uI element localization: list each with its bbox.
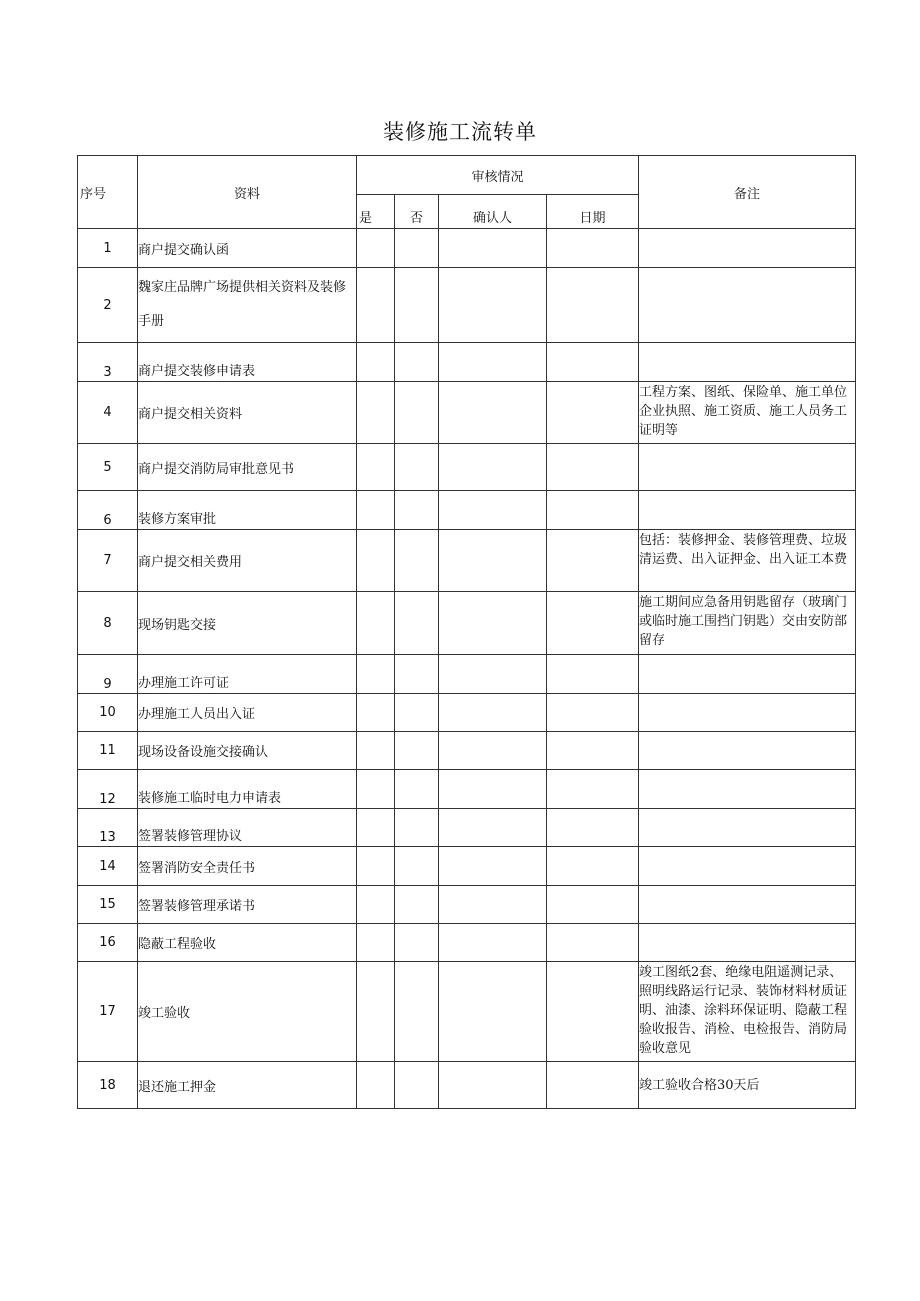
table-row [78, 491, 856, 530]
yes-cell[interactable] [357, 343, 395, 382]
row-remark [639, 694, 856, 732]
row-material: 现场钥匙交接 [138, 592, 357, 655]
row-material: 隐蔽工程验收 [138, 924, 357, 962]
header-row-1 [78, 156, 856, 195]
row-remark [639, 847, 856, 886]
date-cell[interactable] [547, 343, 639, 382]
row-remark [639, 655, 856, 694]
yes-cell[interactable] [357, 382, 395, 444]
no-cell[interactable] [395, 809, 439, 847]
header-confirmer: 确认人 [439, 195, 547, 229]
date-cell[interactable] [547, 268, 639, 343]
row-number: 14 [78, 847, 138, 886]
no-cell[interactable] [395, 592, 439, 655]
row-material: 签署消防安全责任书 [138, 847, 357, 886]
row-material: 装修施工临时电力申请表 [138, 770, 357, 809]
yes-cell[interactable] [357, 491, 395, 530]
table-row [78, 694, 856, 732]
date-cell[interactable] [547, 886, 639, 924]
row-remark: 竣工验收合格30天后 [639, 1062, 856, 1109]
row-number: 17 [78, 962, 138, 1062]
date-cell[interactable] [547, 444, 639, 491]
date-cell[interactable] [547, 924, 639, 962]
row-material: 魏家庄品牌广场提供相关资料及装修手册 [138, 268, 357, 343]
date-cell[interactable] [547, 229, 639, 268]
confirmer-cell[interactable] [439, 694, 547, 732]
table-row [78, 770, 856, 809]
table-row [78, 732, 856, 770]
yes-cell[interactable] [357, 886, 395, 924]
row-remark [639, 268, 856, 343]
row-material: 商户提交相关费用 [138, 530, 357, 592]
header-material: 资料 [138, 156, 357, 229]
row-remark [639, 444, 856, 491]
yes-cell[interactable] [357, 924, 395, 962]
yes-cell[interactable] [357, 444, 395, 491]
row-material: 商户提交装修申请表 [138, 343, 357, 382]
confirmer-cell[interactable] [439, 229, 547, 268]
confirmer-cell[interactable] [439, 444, 547, 491]
confirmer-cell[interactable] [439, 1062, 547, 1109]
row-material: 签署装修管理协议 [138, 809, 357, 847]
yes-cell[interactable] [357, 770, 395, 809]
row-material: 竣工验收 [138, 962, 357, 1062]
row-number: 12 [78, 770, 138, 809]
row-number: 5 [78, 444, 138, 491]
table-row [78, 268, 856, 343]
date-cell[interactable] [547, 847, 639, 886]
no-cell[interactable] [395, 770, 439, 809]
confirmer-cell[interactable] [439, 268, 547, 343]
header-seq: 序号 [78, 156, 138, 229]
no-cell[interactable] [395, 655, 439, 694]
date-cell[interactable] [547, 809, 639, 847]
yes-cell[interactable] [357, 694, 395, 732]
no-cell[interactable] [395, 886, 439, 924]
confirmer-cell[interactable] [439, 530, 547, 592]
date-cell[interactable] [547, 962, 639, 1062]
row-remark: 施工期间应急备用钥匙留存（玻璃门或临时施工围挡门钥匙）交由安防部留存 [639, 592, 856, 655]
no-cell[interactable] [395, 732, 439, 770]
no-cell[interactable] [395, 491, 439, 530]
date-cell[interactable] [547, 655, 639, 694]
row-number: 10 [78, 694, 138, 732]
row-material: 商户提交相关资料 [138, 382, 357, 444]
row-remark [639, 886, 856, 924]
confirmer-cell[interactable] [439, 886, 547, 924]
row-remark: 竣工图纸2套、绝缘电阻遥测记录、照明线路运行记录、装饰材料材质证明、油漆、涂料环保证明、隐蔽工程验收报告、消检、电检报告、消防局验收意见 [639, 962, 856, 1062]
table-row [78, 924, 856, 962]
header-date: 日期 [547, 195, 639, 229]
yes-cell[interactable] [357, 530, 395, 592]
confirmer-cell[interactable] [439, 809, 547, 847]
table-row [78, 1062, 856, 1109]
row-number: 9 [78, 655, 138, 694]
row-material: 退还施工押金 [138, 1062, 357, 1109]
yes-cell[interactable] [357, 809, 395, 847]
yes-cell[interactable] [357, 268, 395, 343]
row-material: 办理施工许可证 [138, 655, 357, 694]
confirmer-cell[interactable] [439, 491, 547, 530]
row-remark [639, 491, 856, 530]
row-number: 11 [78, 732, 138, 770]
table-row [78, 809, 856, 847]
no-cell[interactable] [395, 382, 439, 444]
row-number: 8 [78, 592, 138, 655]
confirmer-cell[interactable] [439, 847, 547, 886]
table-row [78, 229, 856, 268]
table-row [78, 847, 856, 886]
row-number: 3 [78, 343, 138, 382]
date-cell[interactable] [547, 1062, 639, 1109]
table-row [78, 343, 856, 382]
yes-cell[interactable] [357, 732, 395, 770]
yes-cell[interactable] [357, 962, 395, 1062]
header-no: 否 [395, 195, 439, 229]
yes-cell[interactable] [357, 655, 395, 694]
row-material: 现场设备设施交接确认 [138, 732, 357, 770]
header-yes: 是 [357, 195, 395, 229]
row-material: 商户提交消防局审批意见书 [138, 444, 357, 491]
row-remark [639, 343, 856, 382]
row-remark [639, 229, 856, 268]
confirmer-cell[interactable] [439, 655, 547, 694]
confirmer-cell[interactable] [439, 592, 547, 655]
confirmer-cell[interactable] [439, 732, 547, 770]
table-row [78, 886, 856, 924]
table-row [78, 444, 856, 491]
confirmer-cell[interactable] [439, 382, 547, 444]
row-material: 办理施工人员出入证 [138, 694, 357, 732]
form-title: 装修施工流转单 [383, 120, 537, 144]
no-cell[interactable] [395, 229, 439, 268]
row-number: 6 [78, 491, 138, 530]
table-row [78, 592, 856, 655]
no-cell[interactable] [395, 847, 439, 886]
yes-cell[interactable] [357, 229, 395, 268]
row-number: 2 [78, 268, 138, 343]
no-cell[interactable] [395, 924, 439, 962]
yes-cell[interactable] [357, 847, 395, 886]
date-cell[interactable] [547, 770, 639, 809]
date-cell[interactable] [547, 530, 639, 592]
row-number: 13 [78, 809, 138, 847]
row-number: 1 [78, 229, 138, 268]
table-row [78, 655, 856, 694]
yes-cell[interactable] [357, 1062, 395, 1109]
no-cell[interactable] [395, 444, 439, 491]
table-row [78, 530, 856, 592]
no-cell[interactable] [395, 694, 439, 732]
row-number: 18 [78, 1062, 138, 1109]
date-cell[interactable] [547, 491, 639, 530]
date-cell[interactable] [547, 694, 639, 732]
row-material: 商户提交确认函 [138, 229, 357, 268]
row-material: 装修方案审批 [138, 491, 357, 530]
no-cell[interactable] [395, 962, 439, 1062]
row-remark [639, 809, 856, 847]
row-remark: 工程方案、图纸、保险单、施工单位企业执照、施工资质、施工人员务工证明等 [639, 382, 856, 444]
confirmer-cell[interactable] [439, 770, 547, 809]
row-material: 签署装修管理承诺书 [138, 886, 357, 924]
row-number: 16 [78, 924, 138, 962]
no-cell[interactable] [395, 343, 439, 382]
header-review: 审核情况 [357, 156, 639, 195]
no-cell[interactable] [395, 268, 439, 343]
confirmer-cell[interactable] [439, 924, 547, 962]
date-cell[interactable] [547, 732, 639, 770]
row-remark: 包括：装修押金、装修管理费、垃圾清运费、出入证押金、出入证工本费 [639, 530, 856, 592]
row-number: 4 [78, 382, 138, 444]
table-row [78, 382, 856, 444]
row-remark [639, 770, 856, 809]
date-cell[interactable] [547, 592, 639, 655]
transfer-form-table [77, 155, 856, 1109]
confirmer-cell[interactable] [439, 343, 547, 382]
no-cell[interactable] [395, 530, 439, 592]
row-remark [639, 924, 856, 962]
header-remarks: 备注 [639, 156, 856, 229]
row-number: 15 [78, 886, 138, 924]
yes-cell[interactable] [357, 592, 395, 655]
date-cell[interactable] [547, 382, 639, 444]
table-row [78, 962, 856, 1062]
confirmer-cell[interactable] [439, 962, 547, 1062]
row-number: 7 [78, 530, 138, 592]
no-cell[interactable] [395, 1062, 439, 1109]
row-remark [639, 732, 856, 770]
